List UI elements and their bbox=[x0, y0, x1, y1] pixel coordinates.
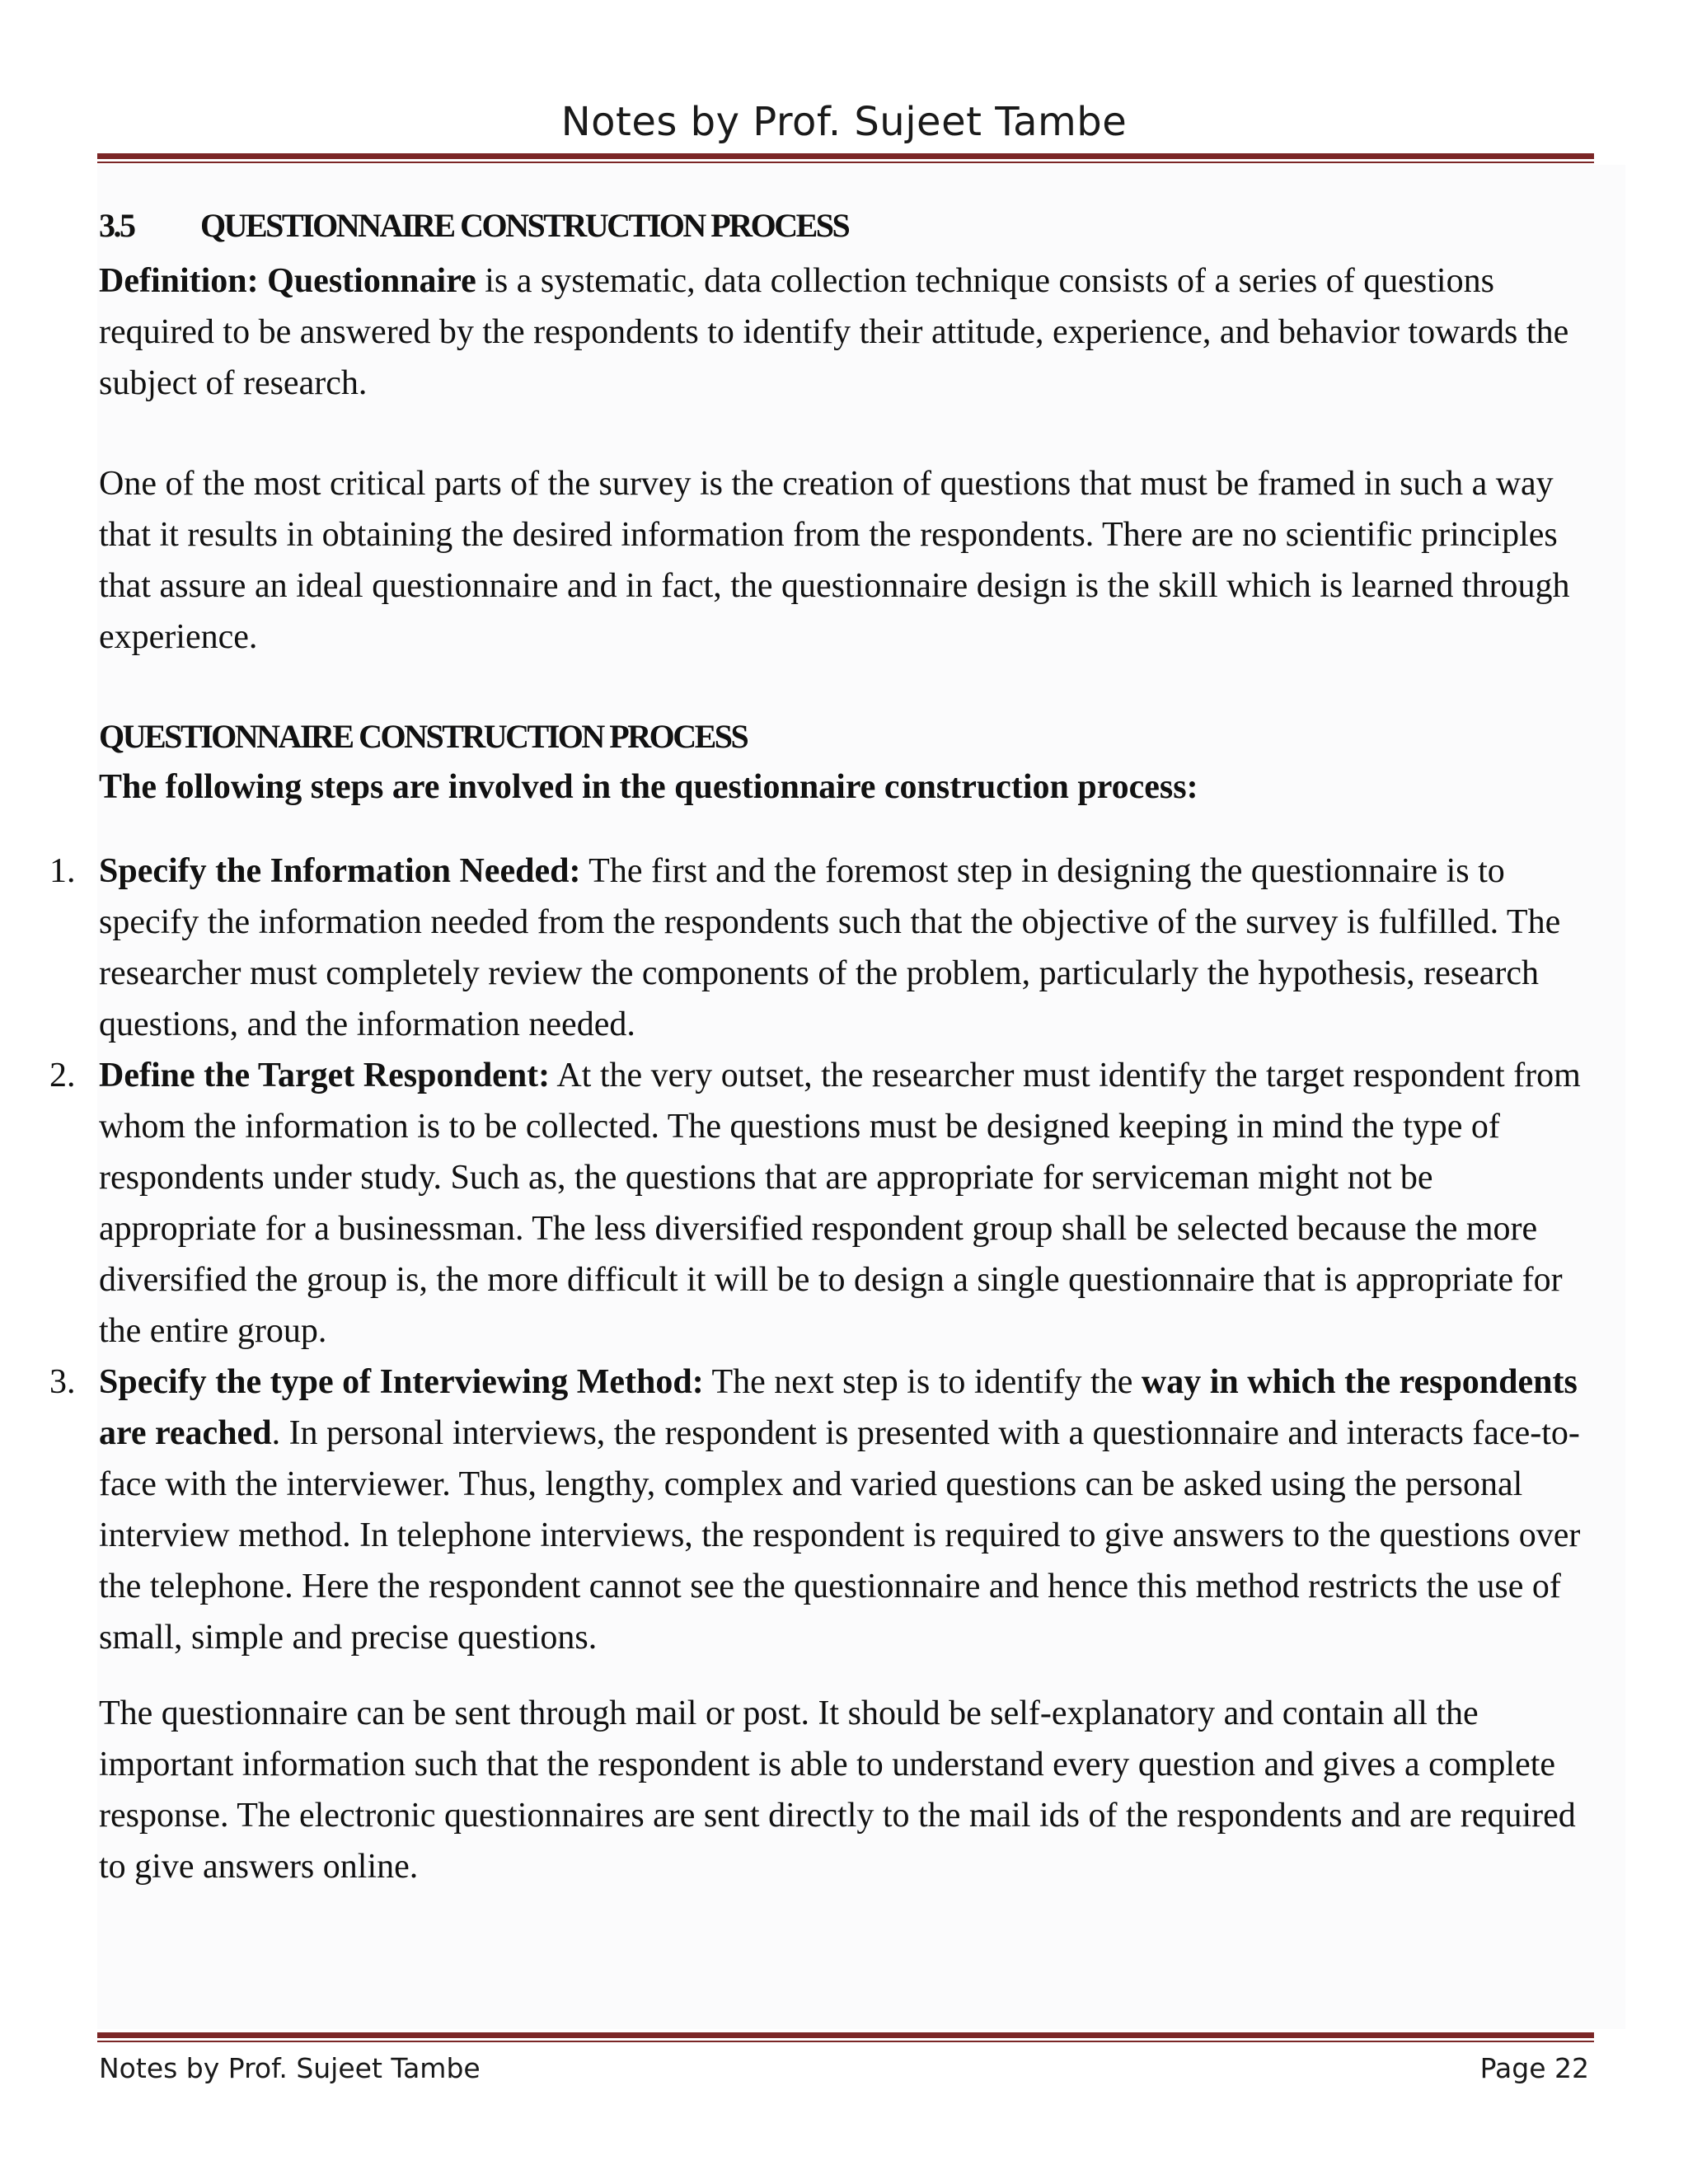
step-text: The next step is to identify the bbox=[703, 1363, 1142, 1401]
closing-paragraph: The questionnaire can be sent through mail or post. It should be self-explanatory and contain all the important information such that the respondent is able to understand every question and gives a complete response. The electronic questionnaires are sent directly to the mail ids of the respondents and are required to give answers online. bbox=[99, 1694, 1576, 1886]
document-body bbox=[49, 203, 1599, 1892]
list-marker: 2. bbox=[49, 1057, 76, 1094]
list-item bbox=[49, 846, 1599, 1050]
step-label: Specify the Information Needed: bbox=[99, 852, 581, 890]
section-title: QUESTIONNAIRE CONSTRUCTION PROCESS bbox=[200, 207, 849, 244]
definition-text: is a systematic, data collection technique consists of a series of questions required to be answered by the respondents to identify their attitude, experience, and behavior towards the subject of research. bbox=[99, 262, 1569, 402]
step-bold-phrase: way in which the respondents are reached bbox=[99, 1363, 1578, 1452]
definition-paragraph bbox=[99, 255, 1599, 409]
list-item bbox=[49, 1357, 1599, 1663]
section-heading bbox=[99, 203, 1599, 249]
footer-author: Notes by Prof. Sujeet Tambe bbox=[99, 2052, 481, 2084]
intro-paragraph: One of the most critical parts of the survey is the creation of questions that must be framed in such a way that it results in obtaining the desired information from the respondents. There are no scientific principles that assure an ideal questionnaire and in fact, the questionnaire design is the skill which is learned through experience. bbox=[99, 465, 1570, 656]
page-header-title: Notes by Prof. Sujeet Tambe bbox=[560, 99, 1128, 145]
process-lead: The following steps are involved in the questionnaire construction process: bbox=[99, 768, 1198, 806]
footer-rule bbox=[97, 2032, 1594, 2042]
list-marker: 1. bbox=[49, 852, 76, 890]
step-text: . In personal interviews, the respondent is presented with a questionnaire and interacts face-to-face with the interviewer. Thus, lengthy, complex and varied questions can be asked using the personal interview method. In telephone interviews, the respondent is required to give answers to the questions over the telephone. Here the respondent cannot see the questionnaire and hence this method restricts the use of small, simple and precise questions. bbox=[99, 1414, 1581, 1657]
steps-list bbox=[49, 846, 1599, 1663]
step-text: At the very outset, the researcher must identify the target respondent from whom the information is to be collected. The questions must be designed keeping in mind the type of respondents under study. Such as, the questions that are appropriate for serviceman might not be appropriate for a businessman. The less diversified respondent group shall be selected because the more diversified the group is, the more difficult it will be to design a single questionnaire that is appropriate for the entire group. bbox=[99, 1057, 1581, 1350]
header-rule bbox=[97, 153, 1594, 163]
step-label: Specify the type of Interviewing Method: bbox=[99, 1363, 704, 1401]
step-label: Define the Target Respondent: bbox=[99, 1057, 551, 1094]
list-marker: 3. bbox=[49, 1363, 76, 1401]
process-heading: QUESTIONNAIRE CONSTRUCTION PROCESS bbox=[99, 718, 748, 755]
step-text: The first and the foremost step in designing the questionnaire is to specify the information needed from the respondents such that the objective of the survey is fulfilled. The researcher must completely review the components of the problem, particularly the hypothesis, research questions, and the information needed. bbox=[99, 852, 1561, 1043]
list-item bbox=[49, 1050, 1599, 1357]
footer-page-number: Page 22 bbox=[1479, 2052, 1589, 2084]
definition-label: Definition: Questionnaire bbox=[99, 262, 476, 300]
section-number: 3.5 bbox=[99, 207, 134, 244]
